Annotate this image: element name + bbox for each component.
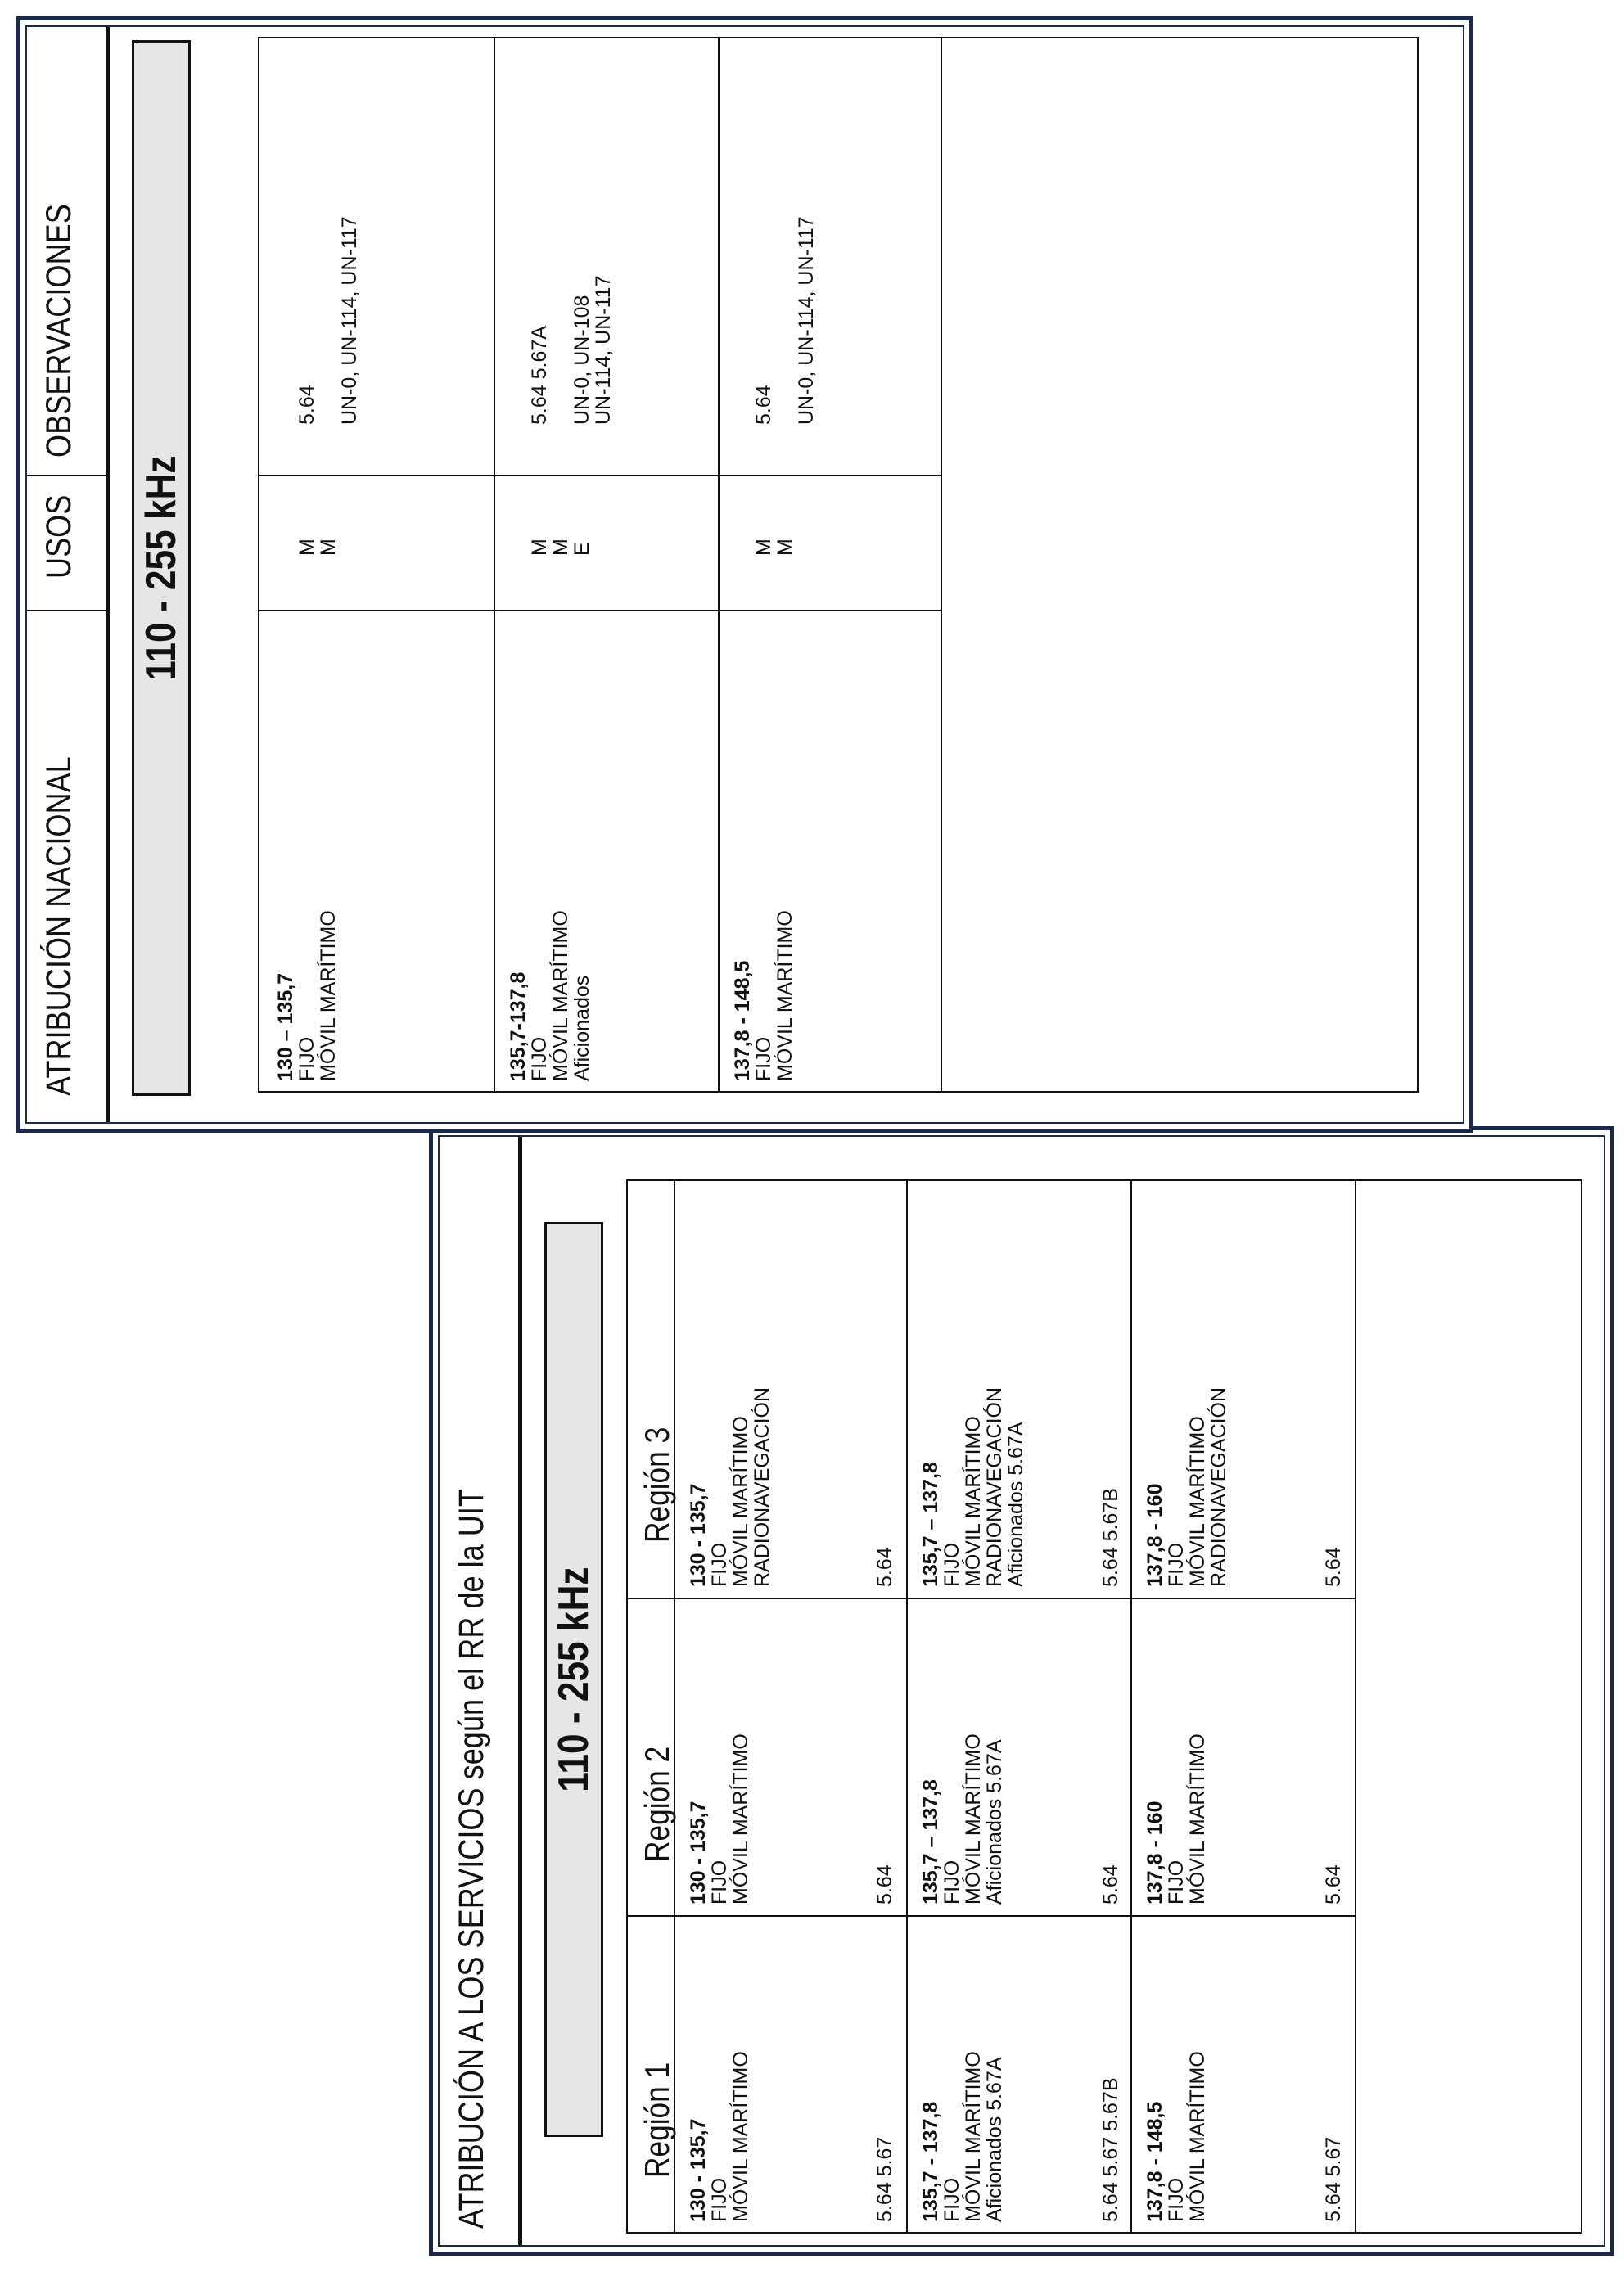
- itu-r2c3-service: FIJO: [941, 1542, 963, 1587]
- itu-r3c1-range: 137,8 - 148,5: [1144, 2101, 1166, 2222]
- national-r1-obs: 5.64: [295, 385, 318, 425]
- itu-r1c2-range: 130 - 135,7: [687, 1801, 710, 1905]
- itu-r1c1-service: FIJO: [708, 2177, 731, 2222]
- national-r2-service: FIJO: [528, 1036, 551, 1081]
- itu-r2c3-service: RADIONAVEGACIÓN: [983, 1386, 1006, 1587]
- national-row-sep-1: [494, 37, 495, 1093]
- national-r2-obs: 5.64 5.67A: [528, 326, 551, 425]
- itu-title-rule: [518, 1137, 522, 2245]
- itu-r2c2-notes: 5.64: [1099, 1864, 1122, 1905]
- national-r1-range: 130 – 135,7: [274, 972, 297, 1081]
- national-r1-obs: UN-0, UN-114, UN-117: [338, 216, 361, 425]
- itu-r1c3-range: 130 - 135,7: [687, 1483, 710, 1587]
- region-3-header: Región 3: [638, 1427, 676, 1543]
- itu-r2c3-range: 135,7 – 137,8: [919, 1462, 942, 1587]
- region-1-header: Región 1: [638, 2062, 676, 2178]
- national-r1-service: MÓVIL MARÍTIMO: [317, 910, 340, 1081]
- itu-col-sep-2: [626, 1598, 1355, 1599]
- national-r2-uso: E: [571, 542, 593, 556]
- itu-r2c1-notes: 5.64 5.67 5.67B: [1099, 2077, 1122, 2222]
- national-table: [258, 37, 1419, 1093]
- national-attribution-header: ATRIBUCIÓN NACIONAL: [39, 756, 79, 1096]
- itu-r2c3-notes: 5.64 5.67B: [1099, 1488, 1122, 1587]
- region-2-header: Región 2: [638, 1746, 676, 1862]
- itu-band-header: [544, 1222, 603, 2137]
- national-r2-service: MÓVIL MARÍTIMO: [549, 910, 572, 1081]
- national-r2-obs: UN-114, UN-117: [592, 275, 615, 425]
- itu-r1c2-notes: 5.64: [873, 1864, 896, 1905]
- national-r1-uso: M: [317, 539, 340, 556]
- national-col-sep-2: [258, 475, 941, 476]
- national-r3-obs: UN-0, UN-114, UN-117: [795, 216, 818, 425]
- itu-header-rule: [674, 1179, 675, 2234]
- national-r1-uso: M: [295, 539, 318, 556]
- itu-r1c1-service: MÓVIL MARÍTIMO: [729, 2051, 752, 2222]
- national-r2-obs: UN-0, UN-108: [571, 295, 593, 425]
- itu-r2c1-service: MÓVIL MARÍTIMO: [962, 2051, 985, 2222]
- itu-r3c2-notes: 5.64: [1322, 1864, 1345, 1905]
- national-r3-obs: 5.64: [752, 385, 775, 425]
- itu-r1c3-service: RADIONAVEGACIÓN: [751, 1386, 774, 1587]
- itu-table: [626, 1179, 1582, 2234]
- itu-panel: [429, 1126, 1614, 2256]
- itu-col-sep-1: [626, 1915, 1355, 1917]
- itu-r2c2-service: MÓVIL MARÍTIMO: [962, 1733, 985, 1905]
- itu-r1c1-range: 130 - 135,7: [687, 2118, 710, 2222]
- itu-row-sep-2: [1130, 1179, 1132, 2234]
- itu-title: ATRIBUCIÓN A LOS SERVICIOS según el RR de la UIT: [452, 1489, 491, 2229]
- national-row-sep-2: [718, 37, 720, 1093]
- itu-r2c2-service: Aficionados 5.67A: [983, 1739, 1006, 1905]
- national-r2-uso: M: [549, 539, 572, 556]
- itu-r1c3-service: MÓVIL MARÍTIMO: [729, 1416, 752, 1587]
- national-band-header: [132, 40, 191, 1096]
- itu-r3c3-service: RADIONAVEGACIÓN: [1207, 1386, 1230, 1587]
- national-r2-range: 135,7-137,8: [507, 971, 530, 1081]
- national-r3-service: FIJO: [752, 1036, 775, 1081]
- itu-r2c2-service: FIJO: [941, 1860, 963, 1905]
- itu-r1c3-notes: 5.64: [873, 1547, 896, 1587]
- national-observaciones-header: OBSERVACIONES: [39, 204, 79, 458]
- national-usos-header: USOS: [39, 494, 79, 579]
- itu-band-label: 110 - 255 kHz: [550, 1567, 598, 1792]
- itu-r3c3-range: 137,8 - 160: [1144, 1483, 1166, 1587]
- national-r3-service: MÓVIL MARÍTIMO: [774, 910, 796, 1081]
- itu-row-sep-1: [906, 1179, 908, 2234]
- national-r2-service: Aficionados: [571, 975, 593, 1081]
- itu-r1c2-service: MÓVIL MARÍTIMO: [729, 1733, 752, 1905]
- itu-r3c3-service: MÓVIL MARÍTIMO: [1186, 1416, 1209, 1587]
- national-header-sep-2: [27, 475, 106, 476]
- national-panel: [16, 16, 1473, 1133]
- itu-r2c1-service: Aficionados 5.67A: [983, 2057, 1006, 2222]
- national-r1-service: FIJO: [295, 1036, 318, 1081]
- itu-r1c2-service: FIJO: [708, 1860, 731, 1905]
- itu-r2c2-range: 135,7 – 137,8: [919, 1779, 942, 1905]
- national-r3-uso: M: [774, 539, 796, 556]
- itu-r3c2-service: MÓVIL MARÍTIMO: [1186, 1733, 1209, 1905]
- itu-r3c1-notes: 5.64 5.67: [1322, 2136, 1345, 2222]
- national-r3-uso: M: [752, 539, 775, 556]
- itu-r3c3-notes: 5.64: [1322, 1547, 1345, 1587]
- itu-r3c3-service: FIJO: [1165, 1542, 1188, 1587]
- itu-r2c1-service: FIJO: [941, 2177, 963, 2222]
- itu-r3c1-service: FIJO: [1165, 2177, 1188, 2222]
- itu-r1c1-notes: 5.64 5.67: [873, 2136, 896, 2222]
- national-row-sep-3: [941, 37, 942, 1093]
- itu-r2c3-service: MÓVIL MARÍTIMO: [962, 1416, 985, 1587]
- itu-r2c1-range: 135,7 - 137,8: [919, 2101, 942, 2222]
- national-band-label: 110 - 255 kHz: [138, 455, 185, 681]
- itu-r3c2-service: FIJO: [1165, 1860, 1188, 1905]
- national-r3-range: 137,8 - 148,5: [731, 960, 754, 1081]
- national-header-sep-1: [27, 610, 106, 611]
- itu-r3c2-range: 137,8 - 160: [1144, 1801, 1166, 1905]
- itu-r1c3-service: FIJO: [708, 1542, 731, 1587]
- itu-r3c1-service: MÓVIL MARÍTIMO: [1186, 2051, 1209, 2222]
- national-r2-uso: M: [528, 539, 551, 556]
- itu-r2c3-service: Aficionados 5.67A: [1004, 1422, 1027, 1587]
- national-title-rule: [106, 27, 110, 1122]
- national-col-sep-1: [258, 610, 941, 611]
- itu-row-sep-3: [1355, 1179, 1356, 2234]
